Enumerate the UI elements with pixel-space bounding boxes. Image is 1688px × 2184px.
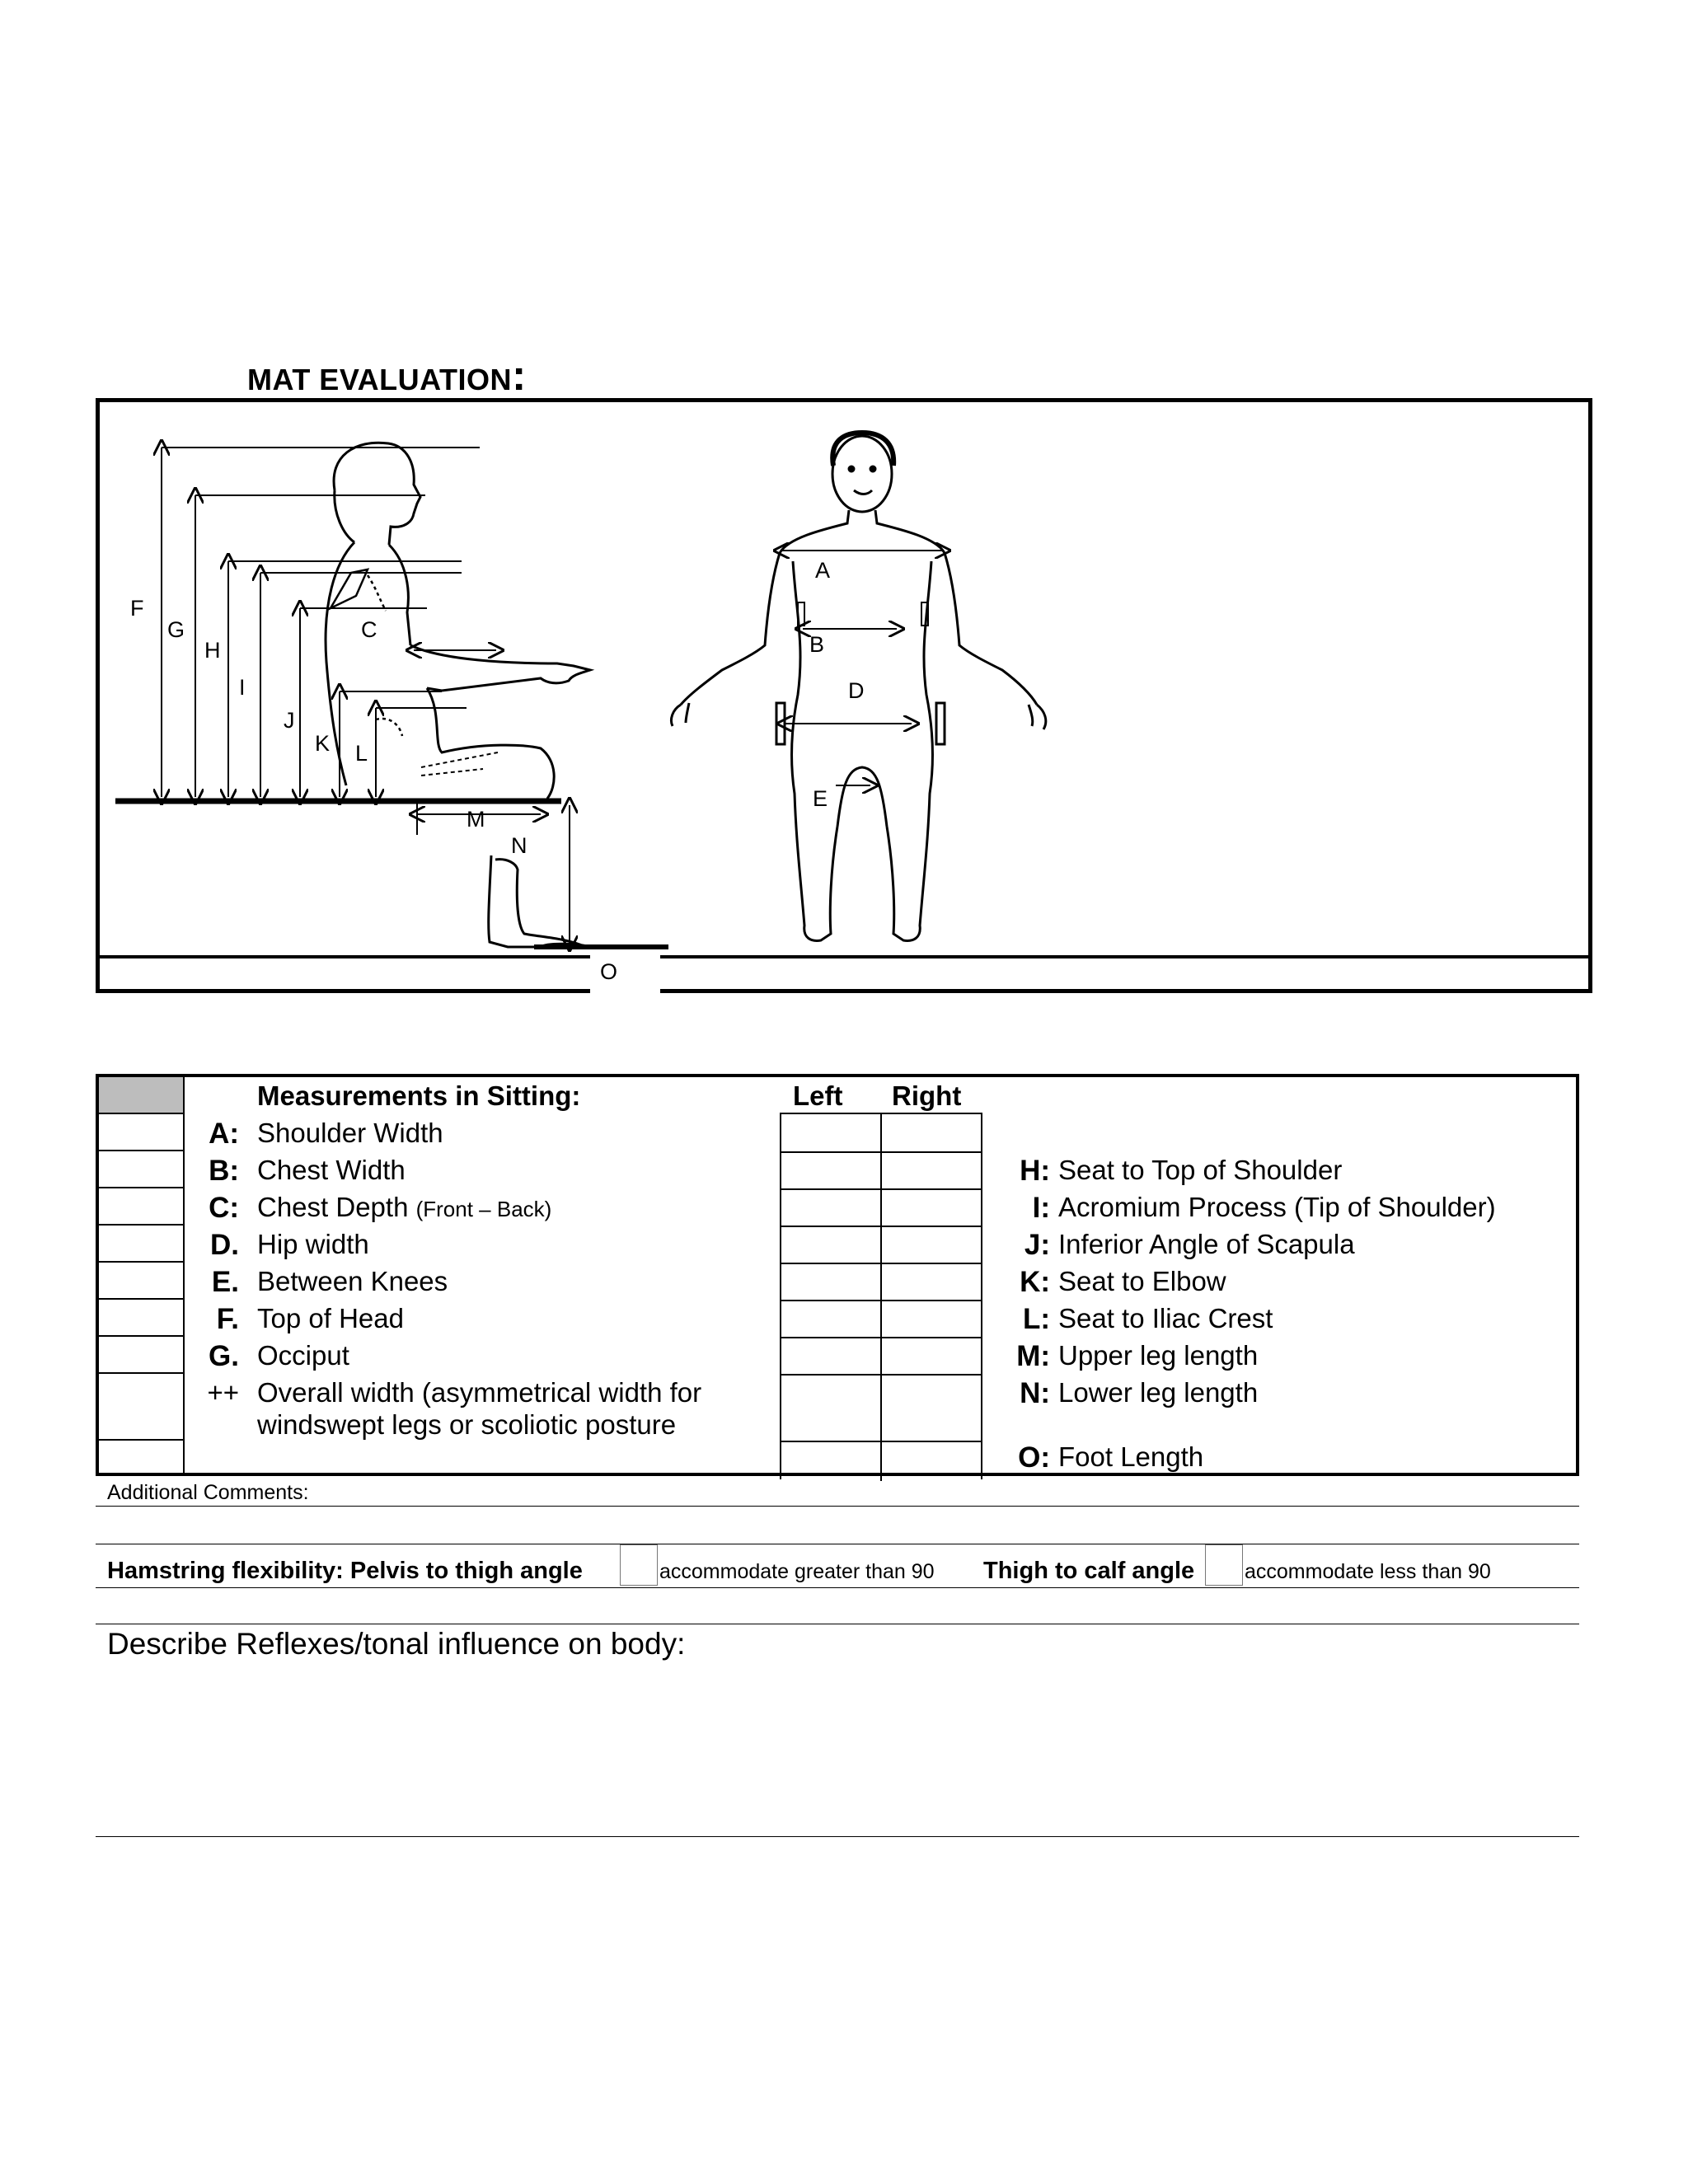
value-grid: [780, 1113, 982, 1479]
item-letter-o: O:: [1018, 1441, 1050, 1474]
item-text-e: Between Knees: [257, 1266, 448, 1296]
item-text-m: Upper leg length: [1058, 1340, 1259, 1371]
label-N: N: [511, 833, 528, 858]
item-letter-l: L:: [1022, 1303, 1050, 1335]
item-text-n: Lower leg length: [1058, 1377, 1259, 1408]
label-E: E: [813, 786, 828, 811]
item-text-o: Foot Length: [1058, 1441, 1204, 1472]
reflex-bottom-line: [96, 1836, 1579, 1837]
body-measurement-diagram: [96, 398, 1592, 993]
reflex-input-area[interactable]: [107, 1666, 1574, 1831]
front-measure-lines: [781, 551, 943, 785]
item-letter-j: J:: [1024, 1229, 1050, 1261]
item-text-f: Top of Head: [257, 1303, 404, 1333]
item-letter-d: D.: [210, 1229, 239, 1261]
side-labels: [130, 596, 617, 984]
side-measure-lines: [162, 448, 570, 944]
left-column-header: Left: [793, 1080, 843, 1111]
right-column-header: Right: [892, 1080, 962, 1111]
label-M: M: [467, 807, 485, 832]
option-less-than-90: accommodate less than 90: [1245, 1560, 1491, 1583]
label-A: A: [815, 558, 831, 583]
item-text-a: Shoulder Width: [257, 1118, 443, 1148]
item-letter-i: I:: [1032, 1192, 1050, 1224]
label-O: O: [600, 959, 618, 984]
additional-comments-label: Additional Comments:: [107, 1481, 309, 1504]
item-text-k: Seat to Elbow: [1058, 1266, 1226, 1296]
item-letter-b: B:: [209, 1155, 239, 1187]
thigh-calf-label: Thigh to calf angle: [983, 1558, 1195, 1584]
label-J: J: [284, 708, 295, 733]
comments-line: [96, 1506, 1579, 1507]
label-H: H: [204, 638, 221, 663]
reflex-label: Describe Reflexes/tonal influence on body:: [107, 1627, 686, 1661]
page-title: MAT EVALUATION:: [247, 352, 527, 400]
check-column: [99, 1113, 185, 1476]
label-I: I: [239, 675, 246, 700]
item-text-b: Chest Width: [257, 1155, 406, 1185]
measurements-table: [96, 1074, 1579, 1476]
item-letter-a: A:: [209, 1118, 239, 1150]
item-letter-f: F.: [216, 1303, 239, 1335]
item-text-h: Seat to Top of Shoulder: [1058, 1155, 1343, 1185]
hamstring-line: [96, 1587, 1579, 1588]
item-letter-k: K:: [1020, 1266, 1050, 1298]
table-header: Measurements in Sitting:: [257, 1080, 581, 1111]
label-F: F: [130, 596, 144, 621]
item-letter-h: H:: [1020, 1155, 1050, 1187]
hamstring-label: Hamstring flexibility: Pelvis to thigh angle: [107, 1558, 583, 1584]
item-letter-n: N:: [1020, 1377, 1050, 1409]
label-B: B: [809, 632, 825, 657]
pelvis-thigh-checkbox[interactable]: [620, 1544, 658, 1586]
thigh-calf-checkbox[interactable]: [1205, 1544, 1243, 1586]
item-text-i: Acromium Process (Tip of Shoulder): [1058, 1192, 1496, 1222]
item-text-overall: Overall width (asymmetrical width for: [257, 1377, 702, 1408]
label-C: C: [361, 617, 377, 642]
item-letter-overall: ++: [207, 1377, 239, 1408]
seated-figure: [115, 443, 668, 947]
item-text-c: Chest Depth (Front – Back): [257, 1192, 552, 1222]
item-text-overall-line2: windswept legs or scoliotic posture: [257, 1409, 677, 1440]
option-greater-than-90: accommodate greater than 90: [659, 1560, 935, 1583]
item-letter-e: E.: [211, 1266, 239, 1298]
label-G: G: [167, 617, 185, 642]
label-K: K: [315, 731, 331, 756]
item-text-g: Occiput: [257, 1340, 349, 1371]
item-text-d: Hip width: [257, 1229, 369, 1259]
header-shaded-cell: [99, 1077, 185, 1114]
item-text-j: Inferior Angle of Scapula: [1058, 1229, 1355, 1259]
item-letter-m: M:: [1016, 1340, 1050, 1372]
item-letter-g: G.: [209, 1340, 239, 1372]
label-L: L: [355, 741, 368, 766]
item-text-l: Seat to Iliac Crest: [1058, 1303, 1273, 1333]
item-letter-c: C:: [209, 1192, 239, 1224]
front-labels: [809, 558, 865, 811]
label-D: D: [848, 678, 865, 703]
